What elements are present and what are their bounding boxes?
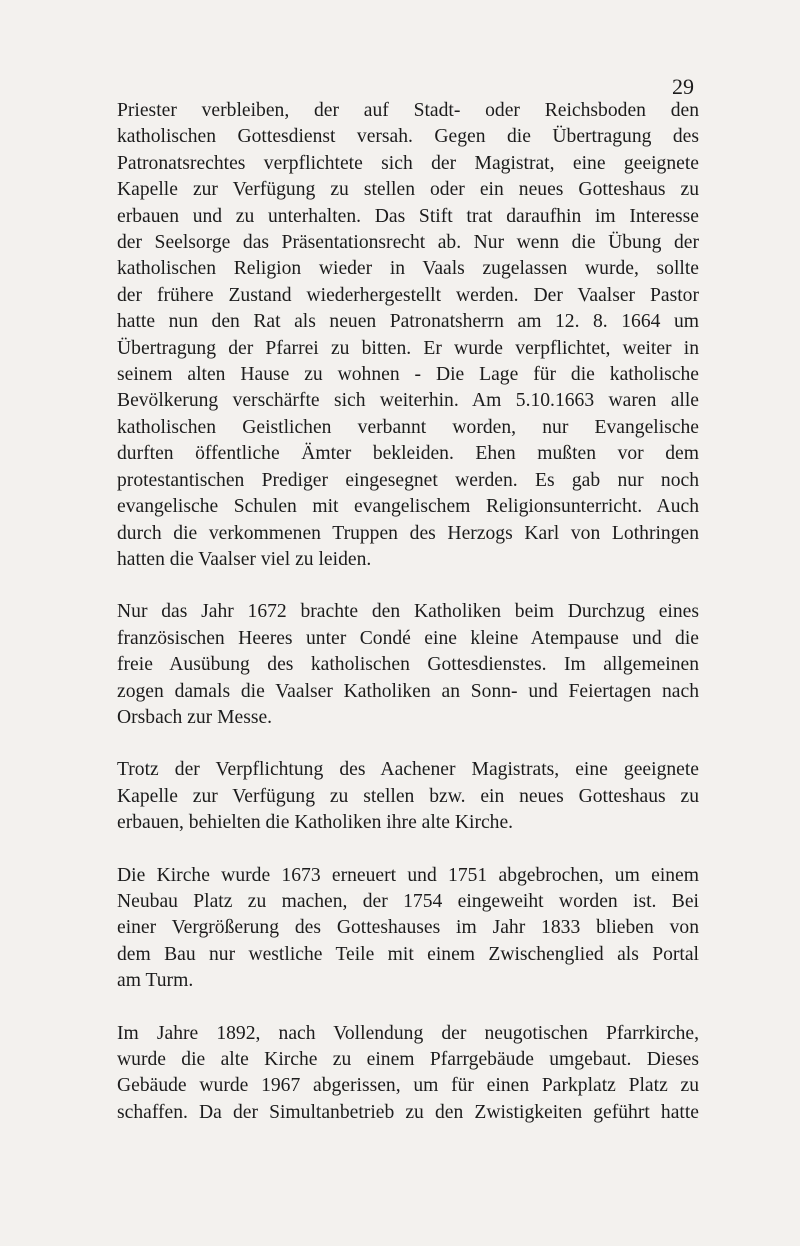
paragraph bbox=[117, 599, 699, 731]
text-line: Übertragung der Pfarrei zu bitten. Er wurde verpflichtet, weiter in bbox=[117, 337, 699, 359]
text-line: freie Ausübung des katholischen Gottesdienstes. Im allgemeinen bbox=[117, 654, 699, 676]
text-line: Orsbach zur Messe. bbox=[117, 706, 273, 728]
text-line: Kapelle zur Verfügung zu stellen bzw. ein neues Gotteshaus zu bbox=[117, 785, 699, 807]
text-line: seinem alten Hause zu wohnen - Die Lage für die katholische bbox=[117, 364, 699, 386]
text-line: am Turm. bbox=[117, 970, 194, 992]
paragraph bbox=[117, 757, 699, 836]
text-line: Patronatsrechtes verpflichtete sich der Magistrat, eine geeignete bbox=[117, 152, 699, 174]
text-line: einer Vergrößerung des Gotteshauses im Jahr 1833 blieben von bbox=[117, 917, 699, 939]
text-line: erbauen, behielten die Katholiken ihre alte Kirche. bbox=[117, 812, 514, 834]
text-line: Bevölkerung verschärfte sich weiterhin. Am 5.10.1663 waren alle bbox=[117, 390, 699, 412]
text-line: Priester verbleiben, der auf Stadt- oder Reichsboden den bbox=[117, 100, 699, 121]
text-line: hatte nun den Rat als neuen Patronatsherrn am 12. 8. 1664 um bbox=[117, 311, 699, 333]
text-line: hatten die Vaalser viel zu leiden. bbox=[117, 548, 372, 570]
text-line: Die Kirche wurde 1673 erneuert und 1751 abgebrochen, um einem bbox=[117, 864, 699, 886]
text-line: katholischen Gottesdienst versah. Gegen die Übertragung des bbox=[117, 126, 699, 148]
paragraph bbox=[117, 98, 699, 573]
text-line: zogen damals die Vaalser Katholiken an Sonn- und Feiertagen nach bbox=[117, 680, 699, 702]
text-line: evangelische Schulen mit evangelischem Religionsunterricht. Auch bbox=[117, 496, 699, 518]
text-line: durften öffentliche Ämter bekleiden. Ehen mußten vor dem bbox=[117, 443, 699, 465]
text-line: der Seelsorge das Präsentationsrecht ab. Nur wenn die Übung der bbox=[117, 232, 699, 254]
text-line: protestantischen Prediger eingesegnet werden. Es gab nur noch bbox=[117, 469, 699, 491]
text-line: Neubau Platz zu machen, der 1754 eingeweiht worden ist. Bei bbox=[117, 890, 699, 912]
paragraph bbox=[117, 863, 699, 995]
text-line: französischen Heeres unter Condé eine kleine Atempause und die bbox=[117, 627, 699, 649]
text-line: dem Bau nur westliche Teile mit einem Zwischenglied als Portal bbox=[117, 943, 699, 965]
text-line: Gebäude wurde 1967 abgerissen, um für einen Parkplatz Platz zu bbox=[117, 1075, 699, 1097]
text-line: Kapelle zur Verfügung zu stellen oder ein neues Gotteshaus zu bbox=[117, 179, 699, 201]
text-line: Im Jahre 1892, nach Vollendung der neugotischen Pfarrkirche, bbox=[117, 1022, 699, 1044]
body-text bbox=[117, 98, 699, 1126]
text-line: katholischen Geistlichen verbannt worden, nur Evangelische bbox=[117, 416, 699, 438]
text-line: erbauen und zu unterhalten. Das Stift trat daraufhin im Interesse bbox=[117, 205, 699, 227]
page-number: 29 bbox=[672, 74, 694, 99]
text-line: schaffen. Da der Simultanbetrieb zu den Zwistigkeiten geführt hatte bbox=[117, 1101, 699, 1123]
text-line: katholischen Religion wieder in Vaals zugelassen wurde, sollte bbox=[117, 258, 699, 280]
text-line: der frühere Zustand wiederhergestellt werden. Der Vaalser Pastor bbox=[117, 284, 699, 306]
text-line: Trotz der Verpflichtung des Aachener Magistrats, eine geeignete bbox=[117, 759, 699, 781]
text-line: durch die verkommenen Truppen des Herzogs Karl von Lothringen bbox=[117, 522, 699, 544]
text-line: Nur das Jahr 1672 brachte den Katholiken beim Durchzug eines bbox=[117, 601, 699, 623]
text-line: wurde die alte Kirche zu einem Pfarrgebäude umgebaut. Dieses bbox=[117, 1049, 699, 1070]
paragraph bbox=[117, 1021, 699, 1127]
